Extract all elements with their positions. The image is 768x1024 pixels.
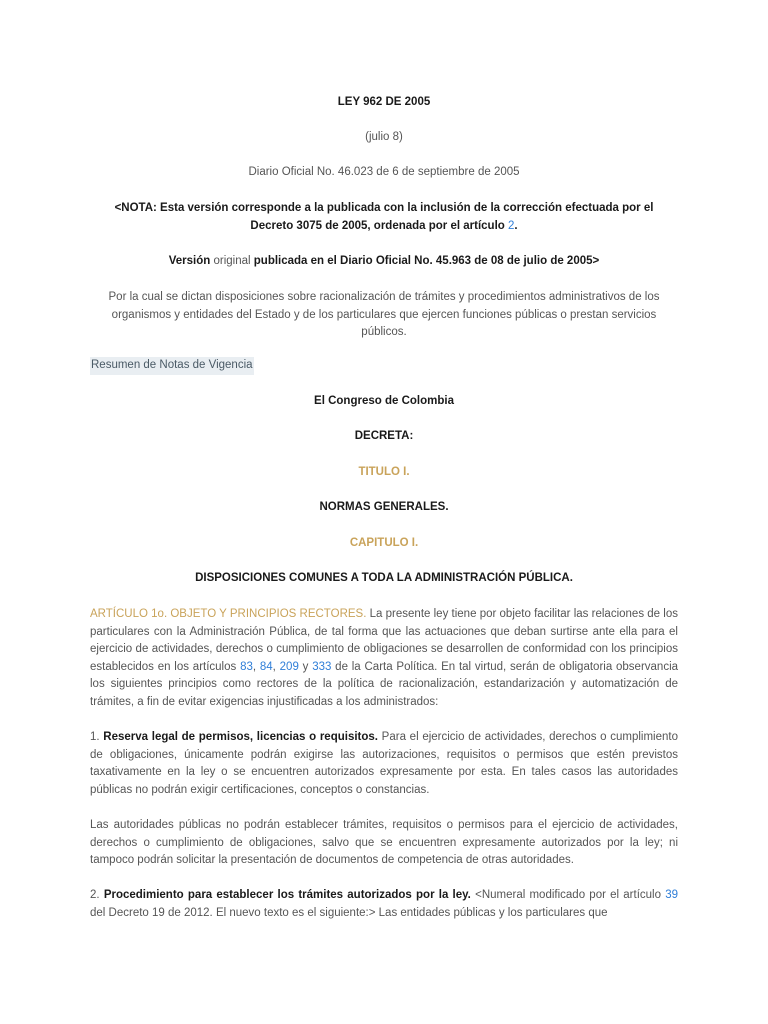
law-date: (julio 8): [365, 131, 403, 143]
articulo-84-link[interactable]: 84: [259, 660, 273, 673]
law-title: LEY 962 DE 2005: [337, 96, 431, 108]
numeral-2-text-end: del Decreto 19 de 2012. El nuevo texto es el siguiente:> Las entidades públicas y los particulares que: [90, 906, 608, 919]
nota-line1: <NOTA: Esta versión corresponde a la publicada con la inclusión de la corrección efectuada por el: [114, 202, 654, 214]
numeral-2-paragraph: [90, 887, 678, 922]
numeral-1-text: Para el ejercicio de actividades, derechos o cumplimiento de obligaciones, únicamente podrán exigirse las autorizaciones, requisitos o permisos que estén previstos taxativamente en la ley o se encuentren autorizados expresamente por esta. En tales casos las autoridades públicas no podrán exigir certificaciones, conceptos o constancias.: [90, 731, 678, 796]
version-line: [90, 253, 678, 271]
numeral-1-paragraph: [90, 729, 678, 799]
version-label: Versión: [168, 255, 211, 267]
articulo-83-link[interactable]: 83: [240, 660, 253, 673]
numeral-2-text: <Numeral modificado por el artículo: [470, 889, 666, 901]
numeral-2-title: Procedimiento para establecer los trámites autorizados por la ley.: [103, 889, 471, 901]
articulo-1-heading: ARTÍCULO 1o. OBJETO Y PRINCIPIOS RECTORES.: [90, 608, 367, 620]
nota-end: .: [514, 219, 518, 232]
nota-block: [90, 200, 678, 235]
separator: ,: [252, 660, 260, 673]
disposiciones-heading: DISPOSICIONES COMUNES A TODA LA ADMINISTRACIÓN PÚBLICA.: [195, 572, 573, 584]
titulo-heading: TITULO I.: [358, 466, 410, 478]
articulo-209-link[interactable]: 209: [279, 660, 299, 673]
diario-oficial: Diario Oficial No. 46.023 de 6 de septiembre de 2005: [248, 166, 520, 178]
articulo-1-text-end: de la Carta Política. En tal virtud, serán de obligatoria observancia los siguientes principios como rectores de la política de racionalización, estandarización y automatización de trámites, a fin de evitar exigencias injustificadas a los administrados:: [90, 660, 679, 708]
articulo-1-text: La presente ley tiene por objeto facilitar las relaciones de los particulares con la Administración Pública, de tal forma que las actuaciones que deban surtirse ante ella para el ejercicio de actividades, derechos o cumplimiento de obligaciones se desarrollen de conformidad con los principios establecidos en los artículos: [90, 608, 678, 673]
articulo-39-link[interactable]: 39: [665, 889, 679, 901]
law-description: Por la cual se dictan disposiciones sobre racionalización de trámites y procedimientos administrativos de los organismos y entidades del Estado y de los particulares que ejercen funciones públicas o prestan servicios públicos.: [108, 291, 660, 338]
articulo-2-link[interactable]: 2: [507, 219, 515, 232]
nota-line2: Decreto 3075 de 2005, ordenada por el artículo: [250, 219, 508, 232]
numeral-1-number: 1.: [90, 731, 104, 743]
articulo-333-link[interactable]: 333: [312, 660, 332, 673]
autoridades-paragraph: Las autoridades públicas no podrán establecer trámites, requisitos o permisos para el ejercicio de actividades, derechos o cumplimiento de obligaciones, salvo que se encuentren expresamente autorizados por la ley; ni tampoco podrán solicitar la presentación de documentos de competencia de otras autoridades.: [90, 819, 678, 866]
separator: y: [298, 660, 313, 673]
congreso-heading: El Congreso de Colombia: [314, 395, 454, 407]
normas-heading: NORMAS GENERALES.: [319, 501, 449, 513]
separator: ,: [272, 660, 280, 673]
articulo-1-paragraph: [90, 606, 678, 711]
version-published: publicada en el Diario Oficial No. 45.963 de 08 de julio de 2005>: [253, 255, 600, 267]
version-original: original: [210, 255, 254, 267]
numeral-2-number: 2.: [90, 889, 104, 901]
capitulo-heading: CAPITULO I.: [349, 537, 419, 549]
numeral-1-title: Reserva legal de permisos, licencias o requisitos.: [103, 731, 378, 743]
vigencia-summary-link[interactable]: Resumen de Notas de Vigencia: [90, 357, 254, 375]
decreta-heading: DECRETA:: [354, 430, 414, 442]
